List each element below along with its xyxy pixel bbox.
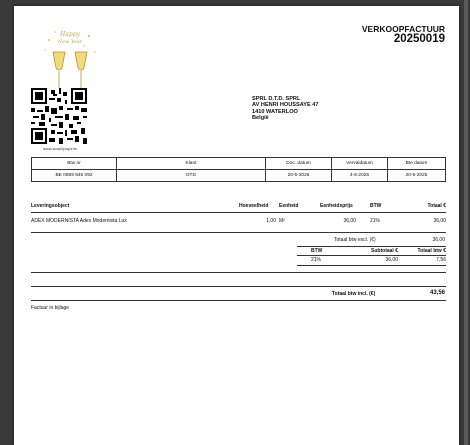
- total-incl-value: 43,56: [429, 290, 445, 296]
- info-vat-date: 20-5-2025: [388, 170, 446, 182]
- total-excl-label: Totaal btw excl. (€): [334, 237, 376, 243]
- invoice-number: 20250019: [393, 33, 445, 45]
- info-vat-number: BE 0869 645 092: [32, 170, 117, 182]
- invoice-page: [14, 6, 459, 445]
- total-incl-label: Totaal btw incl. (€): [332, 291, 376, 297]
- divider: [297, 265, 446, 266]
- svg-text:New Year: New Year: [57, 39, 83, 45]
- customer-address: [252, 96, 319, 121]
- vat-summary-header: [297, 247, 446, 255]
- table-row: [297, 256, 446, 264]
- info-customer: DTD: [117, 170, 266, 182]
- footer-note: Factuur in bijlage: [31, 305, 70, 311]
- items-header: [31, 202, 446, 213]
- info-header-doc-date: Doc. datum: [266, 158, 332, 170]
- divider: [31, 300, 446, 301]
- divider: [31, 272, 446, 273]
- items-header-qty: Hoeveelheid: [239, 203, 269, 209]
- address-line: 1410 WATERLOO: [252, 108, 298, 115]
- items-header-object: Leveringsobject: [31, 203, 70, 209]
- qr-code-icon: [31, 88, 87, 144]
- qr-caption: www.scan2pay.info: [43, 146, 77, 151]
- info-doc-date: 20-5-2025: [266, 170, 332, 182]
- vat-rate: 21%: [311, 257, 322, 263]
- items-header-unit: Eenheid: [279, 203, 299, 209]
- table-row: [31, 217, 446, 227]
- info-header-vat-date: Bte datum: [388, 158, 446, 170]
- divider: [31, 286, 446, 287]
- document-title: VERKOOPFACTUUR: [361, 24, 445, 34]
- info-header-vat-number: Btw nr: [32, 158, 117, 170]
- vat-subtotal: 36,00: [385, 257, 398, 263]
- vat-header-vat-total: Totaal btw €: [417, 248, 446, 254]
- address-line: België: [252, 114, 269, 121]
- item-price: 36,00: [343, 218, 356, 224]
- svg-text:Happy: Happy: [60, 31, 80, 38]
- item-object: ADEX MODERNISTA Adex Modernista Lux: [31, 218, 127, 224]
- info-due-date: 4-6-2025: [332, 170, 388, 182]
- info-header-customer: Klant: [117, 158, 266, 170]
- info-header-due-date: Vervaldatum: [332, 158, 388, 170]
- item-qty: 1,00: [266, 218, 276, 224]
- vat-header-rate: BTW: [311, 248, 323, 254]
- info-header-row: [32, 158, 446, 170]
- divider: [31, 232, 446, 233]
- items-header-price: Eenheidsprijs: [320, 203, 353, 209]
- item-total: 36,00: [433, 218, 446, 224]
- item-vat: 21%: [370, 218, 381, 224]
- vat-header-subtotal: Subtotaal €: [371, 248, 398, 254]
- address-line: SPRL D.T.D. SPRL: [252, 96, 301, 102]
- items-header-total: Totaal €: [427, 203, 446, 209]
- total-excl-value: 36,00: [432, 237, 445, 243]
- scrollbar[interactable]: [464, 0, 468, 445]
- info-value-row: [32, 170, 446, 182]
- vat-total: 7,56: [436, 257, 446, 263]
- items-header-vat: BTW: [370, 203, 382, 209]
- invoice-info-table: [31, 157, 446, 182]
- address-line: AV HENRI HOUSSAYE 47: [252, 102, 319, 109]
- item-unit: M²: [279, 218, 285, 224]
